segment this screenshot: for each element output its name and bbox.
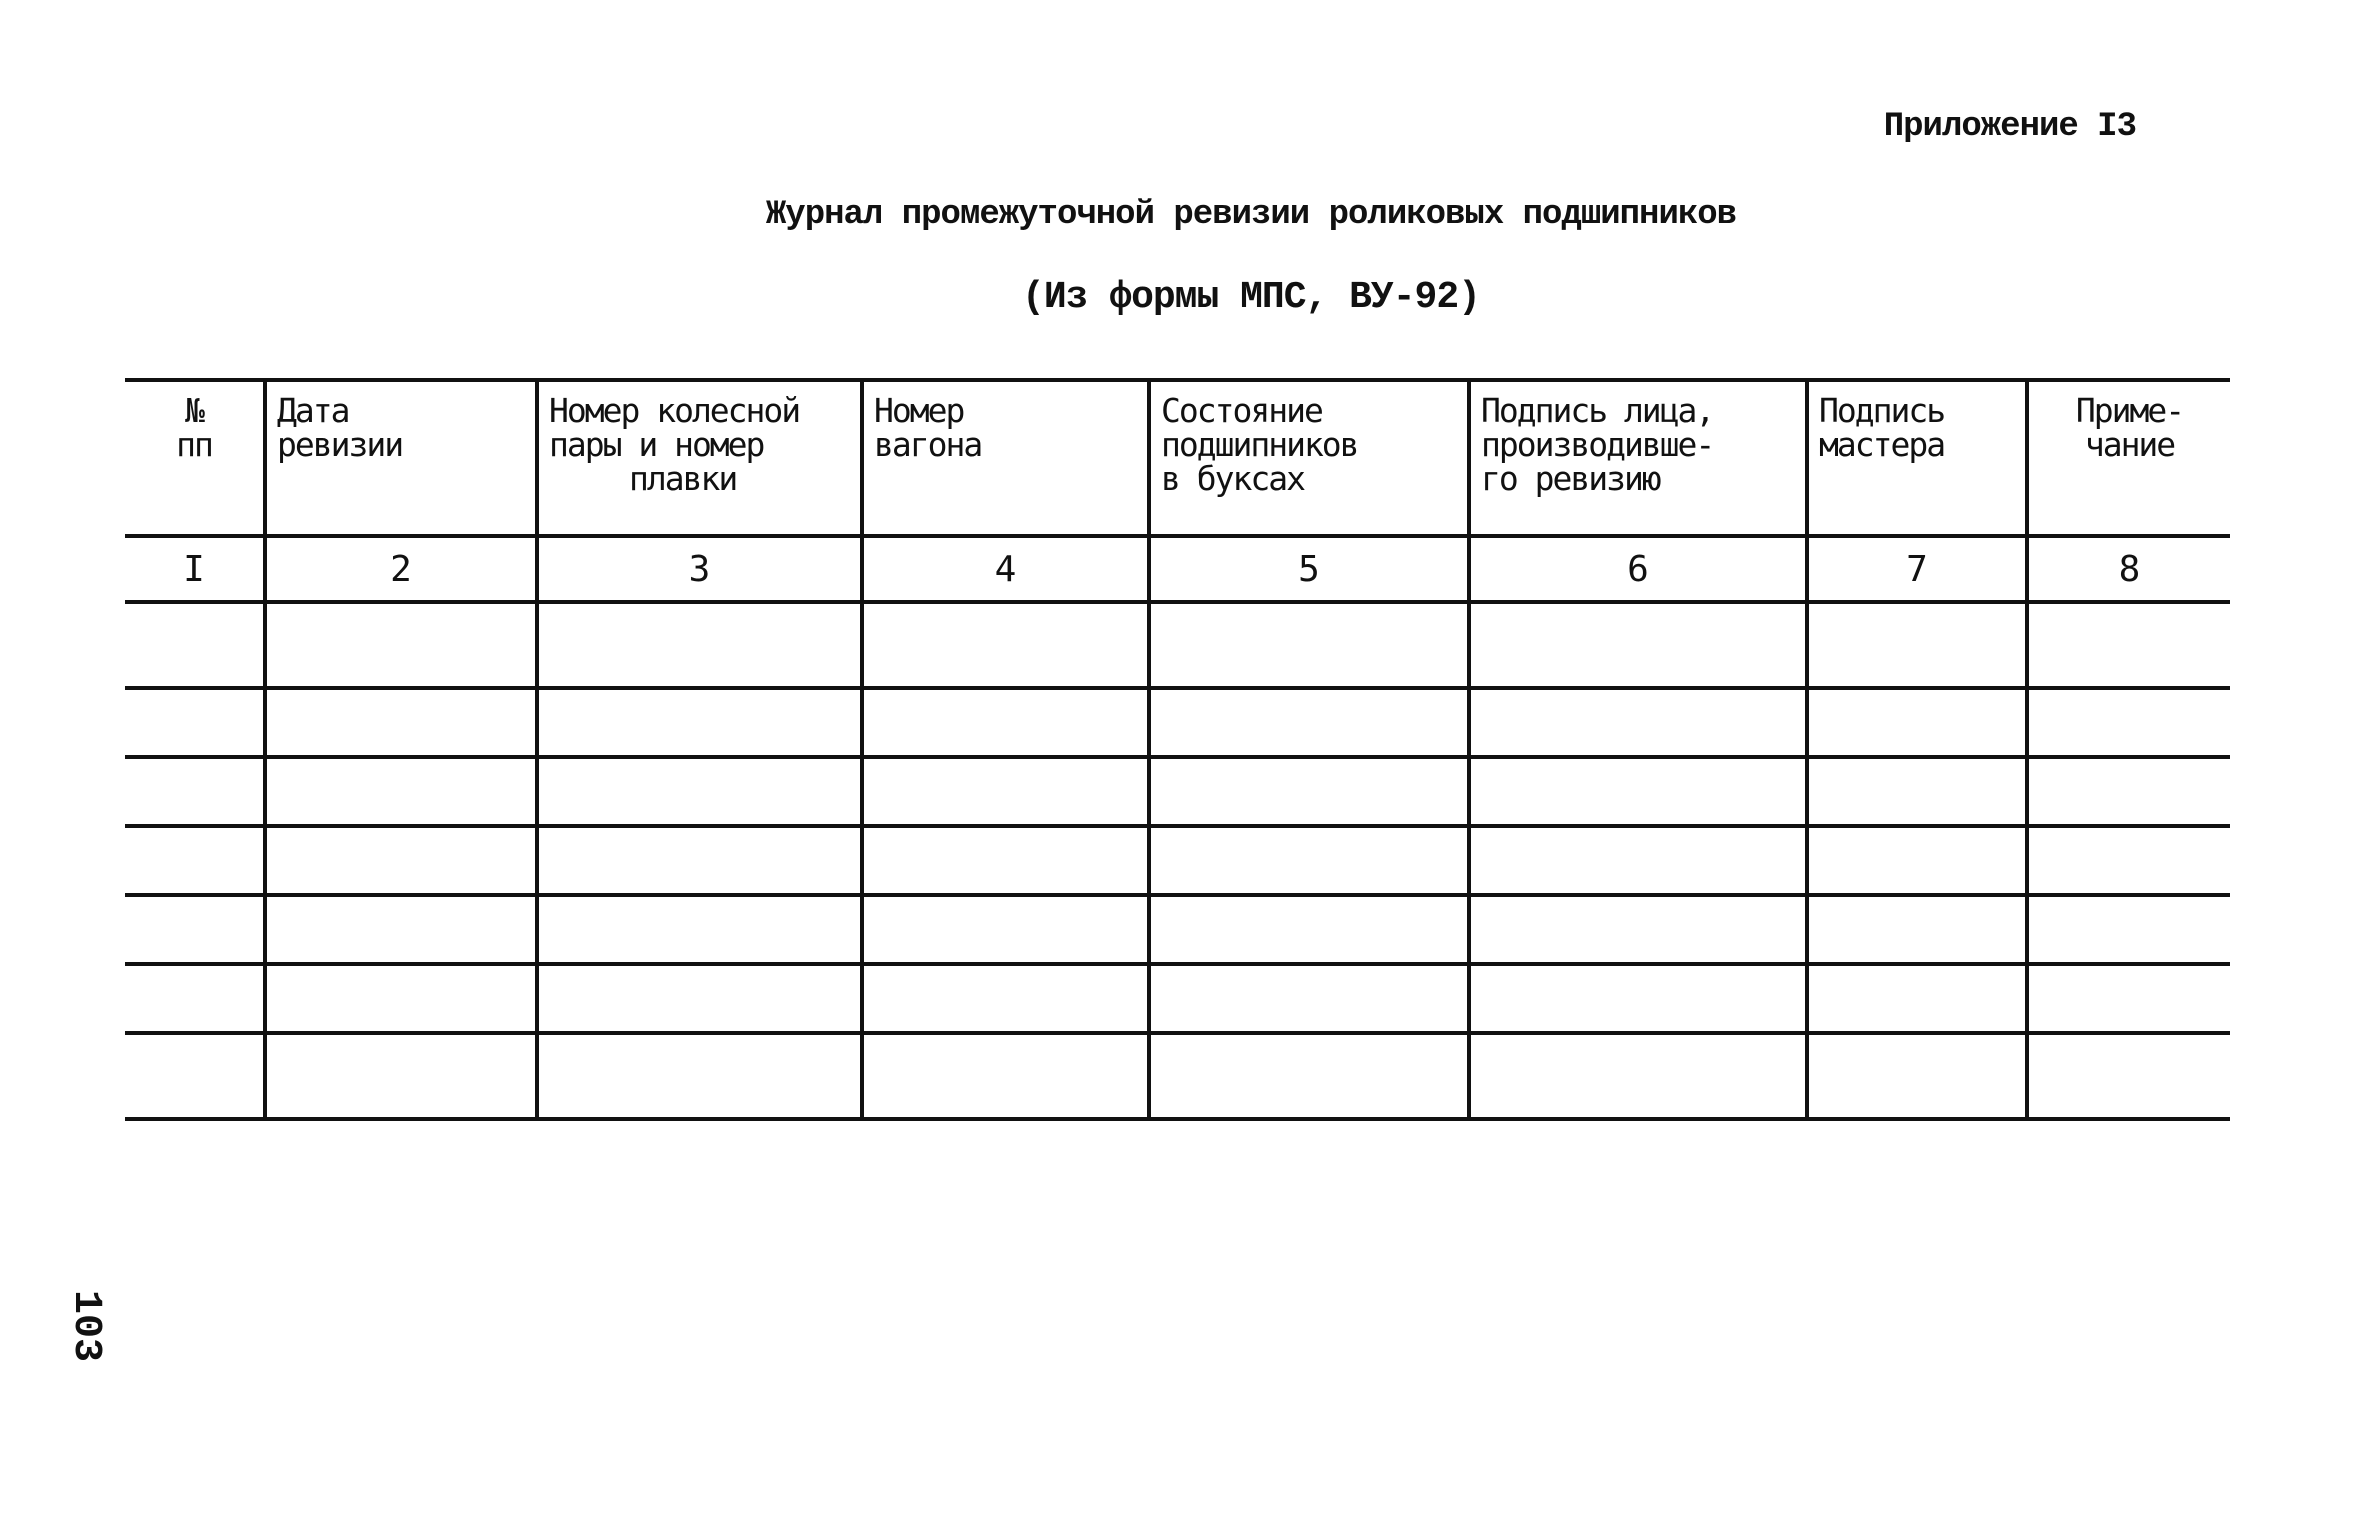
table-cell [2027, 964, 2230, 1033]
table-cell [1149, 826, 1469, 895]
table-cell [862, 602, 1149, 688]
table-cell [537, 826, 862, 895]
table-cell [2027, 895, 2230, 964]
table-cell [125, 826, 265, 895]
table-cell [537, 964, 862, 1033]
column-number: 6 [1469, 536, 1807, 602]
table-cell [125, 895, 265, 964]
document-subtitle: (Из формы МПС, ВУ-92) [1022, 276, 1480, 319]
header-col-8-line-2: чание [2084, 425, 2175, 464]
table-cell [1469, 602, 1807, 688]
column-number: 4 [862, 536, 1149, 602]
column-number: I [125, 536, 265, 602]
header-col-3-line-1: Номер колесной [549, 391, 800, 430]
column-number: 3 [537, 536, 862, 602]
revision-journal-table [125, 378, 2230, 1121]
table-row [125, 1033, 2230, 1119]
table-cell [1807, 1033, 2027, 1119]
header-col-6-line-3: го ревизию [1481, 459, 1660, 498]
header-col-5-line-1: Состояние [1161, 391, 1322, 430]
header-col-5-line-3: в буксах [1161, 459, 1304, 498]
table-cell [125, 964, 265, 1033]
column-number: 2 [265, 536, 537, 602]
table-cell [1149, 757, 1469, 826]
table-cell [537, 895, 862, 964]
table-cell [125, 1033, 265, 1119]
table-cell [125, 757, 265, 826]
header-col-7 [1807, 380, 2027, 536]
table-cell [265, 602, 537, 688]
table-cell [1807, 964, 2027, 1033]
header-col-1-line-1: № [185, 391, 203, 430]
table-cell [2027, 688, 2230, 757]
table-cell [1807, 895, 2027, 964]
header-col-4-line-2: вагона [874, 425, 982, 464]
table-cell [1807, 757, 2027, 826]
table-cell [265, 757, 537, 826]
table-cell [265, 826, 537, 895]
header-col-4-line-1: Номер [874, 391, 964, 430]
table-cell [125, 602, 265, 688]
header-col-5 [1149, 380, 1469, 536]
column-number-row [125, 536, 2230, 602]
table-cell [1807, 688, 2027, 757]
table-cell [265, 964, 537, 1033]
table-cell [862, 964, 1149, 1033]
table-cell [1469, 1033, 1807, 1119]
header-col-2-line-1: Дата [277, 391, 349, 430]
table-row [125, 826, 2230, 895]
table-row [125, 602, 2230, 688]
table-cell [1149, 964, 1469, 1033]
table-cell [537, 688, 862, 757]
header-col-3-line-3: плавки [629, 459, 737, 498]
header-col-3 [537, 380, 862, 536]
header-col-1 [125, 380, 265, 536]
table-cell [1149, 602, 1469, 688]
table-cell [1469, 688, 1807, 757]
table-cell [2027, 1033, 2230, 1119]
table-cell [862, 688, 1149, 757]
table-cell [1469, 757, 1807, 826]
table-cell [862, 1033, 1149, 1119]
table-cell [265, 688, 537, 757]
table-cell [2027, 602, 2230, 688]
column-number: 8 [2027, 536, 2230, 602]
table-cell [1149, 688, 1469, 757]
table-row [125, 688, 2230, 757]
header-row [125, 380, 2230, 536]
table-cell [537, 757, 862, 826]
header-col-6-line-2: производивше- [1481, 425, 1714, 464]
document-title: Журнал промежуточной ревизии роликовых подшипников [765, 196, 1737, 234]
table-cell [265, 1033, 537, 1119]
column-number: 7 [1807, 536, 2027, 602]
table-cell [2027, 826, 2230, 895]
table-cell [1807, 826, 2027, 895]
table-cell [862, 826, 1149, 895]
header-col-1-line-2: пп [176, 425, 212, 464]
appendix-label: Приложение I3 [1883, 108, 2136, 146]
page-number: 103 [63, 1290, 108, 1363]
table-cell [537, 602, 862, 688]
table-cell [2027, 757, 2230, 826]
table-cell [1807, 602, 2027, 688]
table-cell [125, 688, 265, 757]
table-cell [265, 895, 537, 964]
header-col-6 [1469, 380, 1807, 536]
table-row [125, 757, 2230, 826]
header-col-2 [265, 380, 537, 536]
table-cell [1149, 895, 1469, 964]
table-cell [1149, 1033, 1469, 1119]
header-col-7-line-2: мастера [1819, 425, 1945, 464]
header-col-6-line-1: Подпись лица, [1481, 391, 1714, 430]
table-cell [1469, 826, 1807, 895]
column-number: 5 [1149, 536, 1469, 602]
header-col-3-line-2: пары и номер [549, 425, 764, 464]
header-col-8-line-1: Приме- [2075, 391, 2184, 430]
header-col-4 [862, 380, 1149, 536]
table-cell [1469, 964, 1807, 1033]
header-col-8 [2027, 380, 2230, 536]
header-col-7-line-1: Подпись [1819, 391, 1945, 430]
table-cell [862, 757, 1149, 826]
table-row [125, 895, 2230, 964]
table-cell [537, 1033, 862, 1119]
table-row [125, 964, 2230, 1033]
header-col-2-line-2: ревизии [277, 425, 403, 464]
table-cell [1469, 895, 1807, 964]
header-col-5-line-2: подшипников [1161, 425, 1358, 464]
table-cell [862, 895, 1149, 964]
